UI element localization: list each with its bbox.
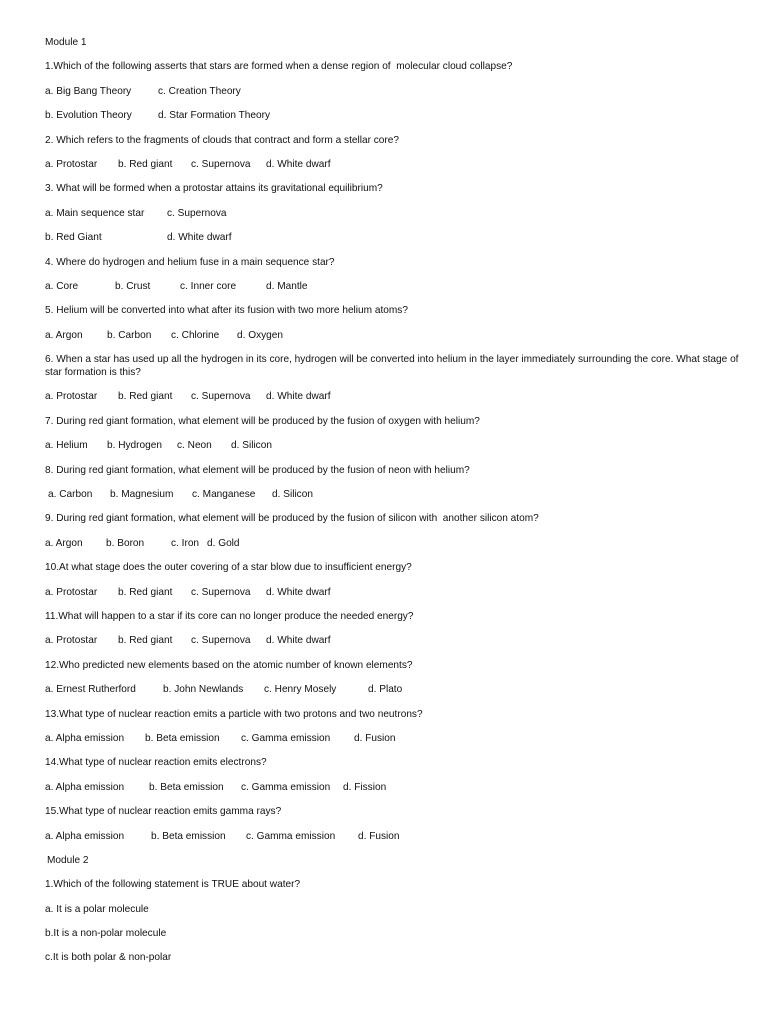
option: d. Silicon <box>231 440 272 452</box>
option: b. Hydrogen <box>107 440 162 452</box>
options-row <box>45 329 745 342</box>
option: b. Red giant <box>118 158 173 170</box>
option: b. Carbon <box>107 329 152 341</box>
answer-option: c.It is both polar & non-polar <box>45 952 172 964</box>
option: a. Protostar <box>45 158 98 170</box>
question-9: 9. During red giant formation, what element will be produced by the fusion of silicon with another silicon atom? <box>45 513 539 525</box>
option: c. Supernova <box>191 586 251 598</box>
option: d. Plato <box>368 684 403 696</box>
document-page <box>45 36 745 976</box>
options-row <box>45 830 745 843</box>
option: c. Neon <box>177 440 212 452</box>
option: b. Evolution Theory <box>45 110 132 122</box>
option: c. Creation Theory <box>158 85 241 97</box>
option: a. Argon <box>45 537 83 549</box>
options-row <box>45 158 745 171</box>
option: d. Oxygen <box>237 329 284 341</box>
option: d. White dwarf <box>266 158 331 170</box>
option: a. Alpha emission <box>45 781 125 793</box>
option: a. Protostar <box>45 391 98 403</box>
option: c. Supernova <box>167 207 227 219</box>
option: b. Beta emission <box>151 830 226 842</box>
option: c. Supernova <box>191 158 251 170</box>
options-row <box>45 683 745 696</box>
option: a. Argon <box>45 329 83 341</box>
option: c. Gamma emission <box>241 732 331 744</box>
option: d. White dwarf <box>167 232 232 244</box>
question-15: 15.What type of nuclear reaction emits gamma rays? <box>45 806 282 818</box>
option: a. Carbon <box>48 489 93 501</box>
question-1: 1.Which of the following asserts that stars are formed when a dense region of molecular cloud collapse? <box>45 61 513 73</box>
question-11: 11.What will happen to a star if its core can no longer produce the needed energy? <box>45 610 414 622</box>
option: a. Big Bang Theory <box>45 85 132 97</box>
option: d. White dwarf <box>266 586 331 598</box>
option: d. White dwarf <box>266 635 331 647</box>
options-row <box>45 280 745 293</box>
option: c. Supernova <box>191 635 251 647</box>
option: c. Henry Mosely <box>264 684 337 696</box>
options-row <box>45 85 745 98</box>
options-row <box>45 488 745 501</box>
option: b. Red giant <box>118 635 173 647</box>
option: c. Manganese <box>192 489 256 501</box>
question-8: 8. During red giant formation, what element will be produced by the fusion of neon with helium? <box>45 464 470 476</box>
option: d. Mantle <box>266 280 308 292</box>
option: b. Beta emission <box>149 781 224 793</box>
option: a. Alpha emission <box>45 732 125 744</box>
option: a. Protostar <box>45 635 98 647</box>
option: c. Iron <box>171 537 200 549</box>
option: b. Red giant <box>118 391 173 403</box>
option: a. Ernest Rutherford <box>45 684 136 696</box>
options-row <box>45 231 745 244</box>
question-14: 14.What type of nuclear reaction emits electrons? <box>45 757 267 769</box>
option: d. Fusion <box>354 732 396 744</box>
option: a. Helium <box>45 440 88 452</box>
option: d. Silicon <box>272 489 313 501</box>
option: b. Red giant <box>118 586 173 598</box>
question-5: 5. Helium will be converted into what after its fusion with two more helium atoms? <box>45 305 408 317</box>
question-4: 4. Where do hydrogen and helium fuse in a main sequence star? <box>45 256 335 268</box>
options-row <box>45 634 745 647</box>
question-6: 6. When a star has used up all the hydrogen in its core, hydrogen will be converted into helium in the layer immediately surrounding the core. What stage of star formation is this? <box>45 354 739 379</box>
option: b. John Newlands <box>163 684 244 696</box>
option: d. Star Formation Theory <box>158 110 271 122</box>
option: d. Gold <box>207 537 240 549</box>
option: c. Inner core <box>180 280 237 292</box>
question-12: 12.Who predicted new elements based on the atomic number of known elements? <box>45 659 413 671</box>
option: b. Crust <box>115 280 151 292</box>
option: d. Fusion <box>358 830 400 842</box>
option: c. Chlorine <box>171 329 220 341</box>
answer-option: b.It is a non-polar molecule <box>45 928 167 940</box>
option: b. Red Giant <box>45 232 102 244</box>
option: a. Core <box>45 280 79 292</box>
option: b. Boron <box>106 537 145 549</box>
options-row <box>45 109 745 122</box>
option: a. Protostar <box>45 586 98 598</box>
question-3: 3. What will be formed when a protostar attains its gravitational equilibrium? <box>45 183 383 195</box>
option: c. Supernova <box>191 391 251 403</box>
answer-option: a. It is a polar molecule <box>45 903 149 915</box>
option: d. White dwarf <box>266 391 331 403</box>
option: c. Gamma emission <box>246 830 336 842</box>
options-row <box>45 781 745 794</box>
question-10: 10.At what stage does the outer covering of a star blow due to insufficient energy? <box>45 562 412 574</box>
options-row <box>45 537 745 550</box>
module-2-heading: Module 2 <box>47 854 89 866</box>
options-row <box>45 732 745 745</box>
module-1-heading: Module 1 <box>45 37 87 48</box>
question-2: 2. Which refers to the fragments of clouds that contract and form a stellar core? <box>45 134 400 146</box>
option: b. Beta emission <box>145 732 220 744</box>
options-row <box>45 439 745 452</box>
option: d. Fission <box>343 781 387 793</box>
question-13: 13.What type of nuclear reaction emits a particle with two protons and two neutrons? <box>45 708 423 720</box>
question-7: 7. During red giant formation, what element will be produced by the fusion of oxygen with helium? <box>45 415 480 427</box>
option: c. Gamma emission <box>241 781 331 793</box>
module-2-question-1: 1.Which of the following statement is TRUE about water? <box>45 879 301 891</box>
option: a. Alpha emission <box>45 830 125 842</box>
options-row <box>45 207 745 220</box>
option: a. Main sequence star <box>45 207 145 219</box>
options-row <box>45 390 745 403</box>
options-row <box>45 586 745 599</box>
option: b. Magnesium <box>110 489 174 501</box>
